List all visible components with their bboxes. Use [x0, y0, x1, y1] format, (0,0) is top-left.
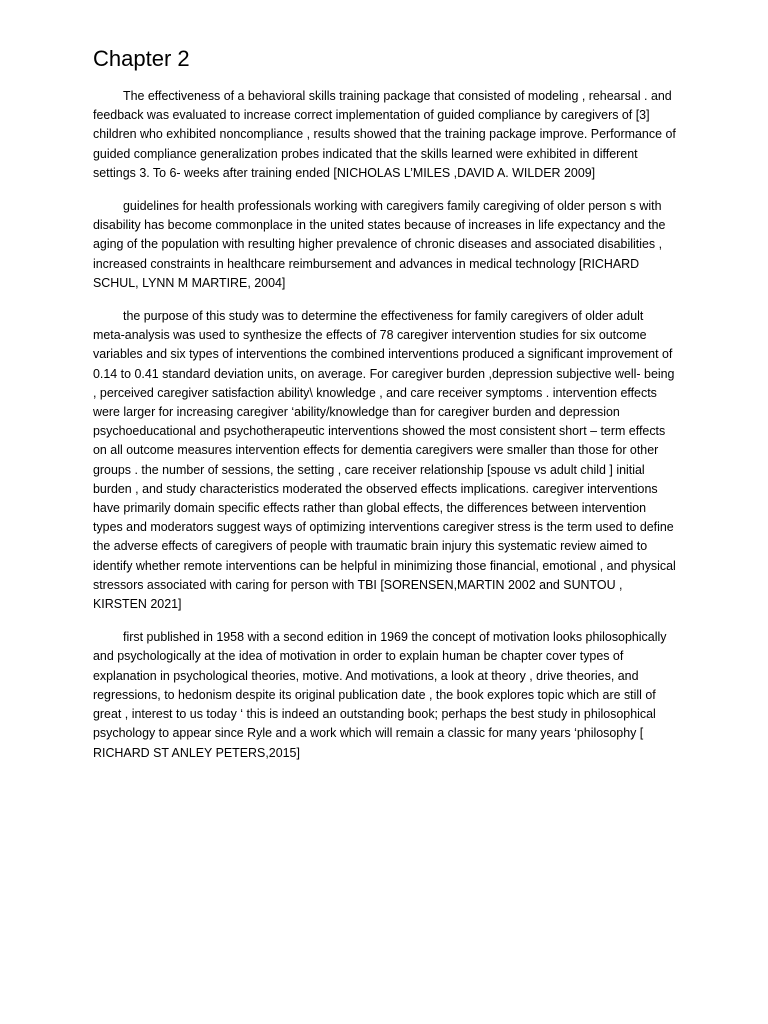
paragraph-4: first published in 1958 with a second edition in 1969 the concept of motivation looks philosophically and psychologically at the idea of motivation in order to explain human be chapter cover types of explanation in psychological theories, motive. And motivations, a look at theory , drive theories, and regressions, to hedonism despite its original publication date , the book explores topic which are still of great , interest to us today ‘ this is indeed an outstanding book; perhaps the best study in philosophical psychology to appear since Ryle and a work which will remain a classic for many years ‘philosophy [ RICHARD ST ANLEY PETERS,2015] [93, 630, 667, 760]
paragraph-3: the purpose of this study was to determine the effectiveness for family caregivers of older adult meta-analysis was used to synthesize the effects of 78 caregiver intervention studies for six outcome variables and six types of interventions the combined interventions produced a significant improvement of 0.14 to 0.41 standard deviation units, on average. For caregiver burden ,depression subjective well- being , perceived caregiver satisfaction ability\ knowledge , and care receiver symptoms . intervention effects were larger for increasing caregiver ‘ability/knowledge than for caregiver burden and depression psychoeducational and psychotherapeutic interventions showed the most consistent short – term effects on all outcome measures intervention effects for dementia caregivers were smaller than those for other groups . the number of sessions, the setting , care receiver relationship [spouse vs adult child ] initial burden , and study characteristics moderated the observed effects implications. caregiver interventions have primarily domain specific effects rather than global effects, the differences between intervention types and moderators suggest ways of optimizing interventions caregiver stress is the term used to define the adverse effects of caregivers of people with traumatic brain injury this systematic review aimed to identify whether remote interventions can be helpful in minimizing those financial, emotional , and physical stressors associated with caring for person with TBI [SORENSEN,MARTIN 2002 and SUNTOU , KIRSTEN 2021] [93, 309, 676, 612]
paragraph-1: The effectiveness of a behavioral skills training package that consisted of modeling , rehearsal . and feedback was evaluated to increase correct implementation of guided compliance by caregivers of [3] children who exhibited noncompliance , results showed that the training package improve. Performance of guided compliance generalization probes indicated that the skills learned were exhibited in different settings 3. To 6- weeks after training ended [NICHOLAS L’MILES ,DAVID A. WILDER 2009] [93, 89, 676, 180]
chapter-title: Chapter 2 [93, 46, 190, 71]
document-body [93, 87, 678, 777]
paragraph-2: guidelines for health professionals working with caregivers family caregiving of older person s with disability has become commonplace in the united states because of increases in life expectancy and the aging of the population with resulting higher prevalence of chronic diseases and associated disabilities , increased constraints in healthcare reimbursement and advances in medical technology [RICHARD SCHUL, LYNN M MARTIRE, 2004] [93, 199, 666, 290]
